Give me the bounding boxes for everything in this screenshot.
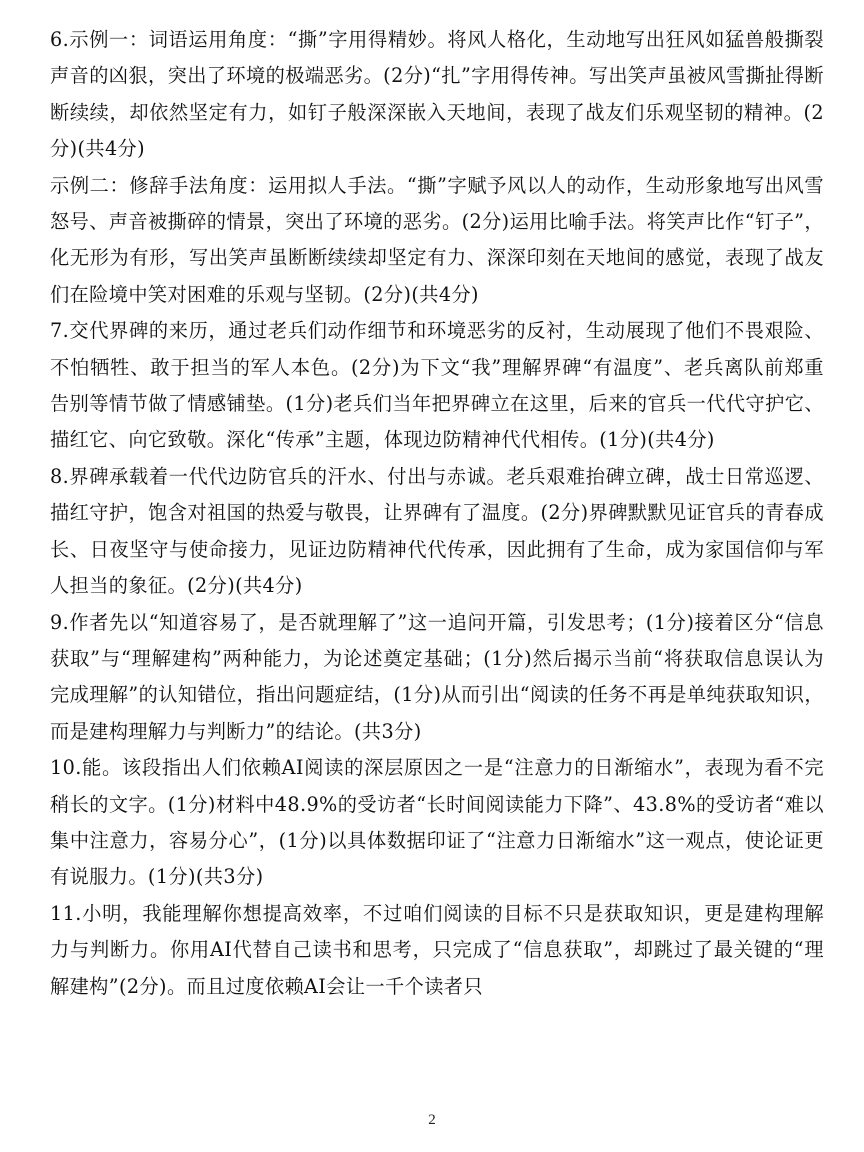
answer-paragraph-6-example-2: 示例二：修辞手法角度：运用拟人手法。“撕”字赋予风以人的动作，生动形象地写出风雪怒号、声音被撕碎的情景，突出了环境的恶劣。(2分)运用比喻手法。将笑声比作“钉子”，化无形为有形，写出笑声虽断断续续却坚定有力、深深印刻在天地间的感觉，表现了战友们在险境中笑对困难的乐观与坚韧。(2分)(共4分) xyxy=(50,173,824,306)
answer-paragraph-9: 9.作者先以“知道容易了，是否就理解了”这一追问开篇，引发思考；(1分)接着区分“信息获取”与“理解建构”两种能力，为论述奠定基础；(1分)然后揭示当前“将获取信息误认为完成理解”的认知错位，指出问题症结，(1分)从而引出“阅读的任务不再是单纯获取知识，而是建构理解力与判断力”的结论。(共3分) xyxy=(50,610,824,743)
answer-paragraph-10: 10.能。该段指出人们依赖AI阅读的深层原因之一是“注意力的日渐缩水”，表现为看不完稍长的文字。(1分)材料中48.9%的受访者“长时间阅读能力下降”、43.8%的受访者“难以集中注意力，容易分心”，(1分)以具体数据印证了“注意力日渐缩水”这一观点，使论证更有说服力。(1分)(共3分) xyxy=(50,756,824,889)
page-number: 2 xyxy=(428,1112,436,1128)
answer-paragraph-7: 7.交代界碑的来历，通过老兵们动作细节和环境恶劣的反衬，生动展现了他们不畏艰险、不怕牺牲、敢于担当的军人本色。(2分)为下文“我”理解界碑“有温度”、老兵离队前郑重告别等情节做了情感铺垫。(1分)老兵们当年把界碑立在这里，后来的官兵一代代守护它、描红它、向它致敬。深化“传承”主题，体现边防精神代代相传。(1分)(共4分) xyxy=(50,319,824,452)
answer-paragraph-8: 8.界碑承载着一代代边防官兵的汗水、付出与赤诚。老兵艰难抬碑立碑，战士日常巡逻、描红守护，饱含对祖国的热爱与敬畏，让界碑有了温度。(2分)界碑默默见证官兵的青春成长、日夜坚守与使命接力，见证边防精神代代传承，因此拥有了生命，成为家国信仰与军人担当的象征。(2分)(共4分) xyxy=(50,464,824,598)
answer-paragraph-6-example-1: 6.示例一：词语运用角度：“撕”字用得精妙。将风人格化，生动地写出狂风如猛兽般撕裂声音的凶狠，突出了环境的极端恶劣。(2分)“扎”字用得传神。写出笑声虽被风雪撕扯得断断续续，却依然坚定有力，如钉子般深深嵌入天地间，表现了战友们乐观坚韧的精神。(2分)(共4分) xyxy=(50,28,824,161)
answer-paragraph-11: 11.小明，我能理解你想提高效率，不过咱们阅读的目标不只是获取知识，更是建构理解力与判断力。你用AI代替自己读书和思考，只完成了“信息获取”，却跳过了最关键的“理解建构”(2分)。而且过度依赖AI会让一千个读者只 xyxy=(50,901,824,998)
